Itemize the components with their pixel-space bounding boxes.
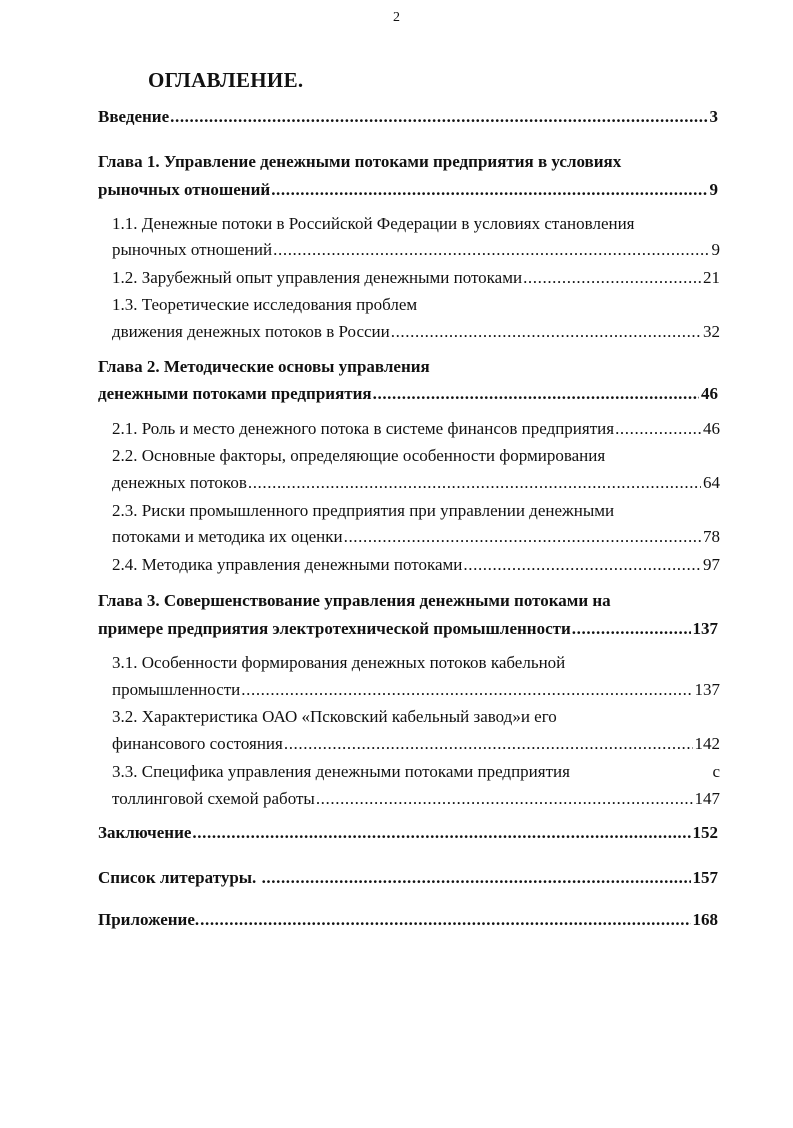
toc-section-1-1-title[interactable]: 1.1. Денежные потоки в Российской Федерации в условиях становления <box>112 214 635 233</box>
toc-entry-text: денежных потоков <box>112 473 247 492</box>
toc-page-number: 9 <box>711 240 720 259</box>
toc-entry-text: Заключение <box>98 823 192 842</box>
dot-leader <box>284 732 693 756</box>
toc-page-number: 32 <box>703 322 720 341</box>
toc-entry-text: денежными потоками предприятия <box>98 384 372 403</box>
toc-page-number: 168 <box>692 910 718 929</box>
toc-entry-text: финансового состояния <box>112 734 283 753</box>
toc-page-number: 21 <box>703 268 720 287</box>
toc-page-number: 147 <box>694 789 720 808</box>
page-number: 2 <box>393 10 400 25</box>
toc-chapter-3-title[interactable]: Глава 3. Совершенствование управления денежными потоками на <box>98 591 611 610</box>
toc-entry-text: 1.2. Зарубежный опыт управления денежными потоками <box>112 268 523 287</box>
dot-leader <box>316 787 693 811</box>
toc-section-1-3[interactable] <box>112 320 720 344</box>
toc-entry-text: 3.3. Специфика управления денежными потоками предприятия <box>112 762 570 781</box>
dot-leader <box>344 525 701 549</box>
toc-page-number: 97 <box>703 555 720 574</box>
toc-section-2-3-title[interactable]: 2.3. Риски промышленного предприятия при управлении денежными <box>112 501 615 520</box>
toc-section-1-1[interactable] <box>112 238 720 262</box>
toc-page-number: 78 <box>703 527 720 546</box>
toc-section-1-3-title[interactable]: 1.3. Теоретические исследования проблем <box>112 295 418 314</box>
toc-section-2-2[interactable] <box>112 471 720 495</box>
dot-leader <box>523 266 701 290</box>
toc-entry-text: потоками и методика их оценки <box>112 527 343 546</box>
toc-page-number: 64 <box>703 473 720 492</box>
toc-entry-text-continuation: с <box>712 762 720 781</box>
dot-leader <box>262 866 691 890</box>
toc-chapter-2[interactable] <box>98 382 718 406</box>
toc-page-number: 46 <box>703 419 720 438</box>
toc-entry-appendix[interactable] <box>98 908 718 932</box>
toc-entry-text: примере предприятия электротехнической промышленности <box>98 619 571 638</box>
toc-section-2-4[interactable] <box>112 553 720 577</box>
toc-entry-text: Список литературы. <box>98 868 261 887</box>
toc-section-1-2[interactable] <box>112 266 720 290</box>
toc-section-3-1-title[interactable]: 3.1. Особенности формирования денежных потоков кабельной <box>112 653 566 672</box>
toc-chapter-1[interactable] <box>98 178 718 202</box>
toc-entry-text: рыночных отношений <box>98 180 271 199</box>
toc-entry-text: рыночных отношений <box>112 240 273 259</box>
dot-leader <box>192 821 690 845</box>
toc-entry-conclusion[interactable] <box>98 821 718 845</box>
dot-leader <box>273 238 709 262</box>
toc-entry-text: Введение <box>98 107 170 126</box>
dot-leader <box>170 105 707 129</box>
dot-leader <box>615 417 701 441</box>
toc-page-number: 152 <box>692 823 718 842</box>
toc-chapter-2-title[interactable]: Глава 2. Методические основы управления <box>98 357 430 376</box>
toc-entry-text: промышленности <box>112 680 241 699</box>
toc-entry-text: движения денежных потоков в России <box>112 322 390 341</box>
dot-leader <box>391 320 701 344</box>
toc-page-number: 3 <box>709 107 718 126</box>
toc-entry-references[interactable] <box>98 866 718 890</box>
dot-leader <box>271 178 707 202</box>
dot-leader <box>241 678 692 702</box>
toc-page-number: 137 <box>692 619 718 638</box>
toc-section-3-3-title[interactable] <box>112 760 720 784</box>
toc-section-3-2-title[interactable]: 3.2. Характеристика ОАО «Псковский кабельный завод»и его <box>112 707 557 726</box>
toc-page-number: 142 <box>694 734 720 753</box>
dot-leader <box>373 382 699 406</box>
toc-entry-introduction[interactable] <box>98 105 718 129</box>
dot-leader <box>463 553 701 577</box>
toc-entry-text: 2.1. Роль и место денежного потока в системе финансов предприятия <box>112 419 615 438</box>
toc-page-number: 157 <box>692 868 718 887</box>
toc-section-2-3[interactable] <box>112 525 720 549</box>
toc-chapter-3[interactable] <box>98 617 718 641</box>
toc-entry-text: толлинговой схемой работы <box>112 789 315 808</box>
toc-entry-text: 2.4. Методика управления денежными потоками <box>112 555 463 574</box>
toc-page-number: 9 <box>709 180 718 199</box>
toc-section-3-2[interactable] <box>112 732 720 756</box>
toc-section-3-1[interactable] <box>112 678 720 702</box>
toc-entry-text: Приложение. <box>98 910 200 929</box>
toc-section-2-1[interactable] <box>112 417 720 441</box>
page-title: ОГЛАВЛЕНИЕ. <box>148 68 304 92</box>
toc-chapter-1-title[interactable]: Глава 1. Управление денежными потоками предприятия в условиях <box>98 152 622 171</box>
dot-leader <box>572 617 691 641</box>
dot-leader <box>248 471 701 495</box>
toc-page-number: 46 <box>701 384 718 403</box>
toc-section-2-2-title[interactable]: 2.2. Основные факторы, определяющие особенности формирования <box>112 446 606 465</box>
toc-page-number: 137 <box>694 680 720 699</box>
toc-section-3-3[interactable] <box>112 787 720 811</box>
dot-leader <box>200 908 690 932</box>
